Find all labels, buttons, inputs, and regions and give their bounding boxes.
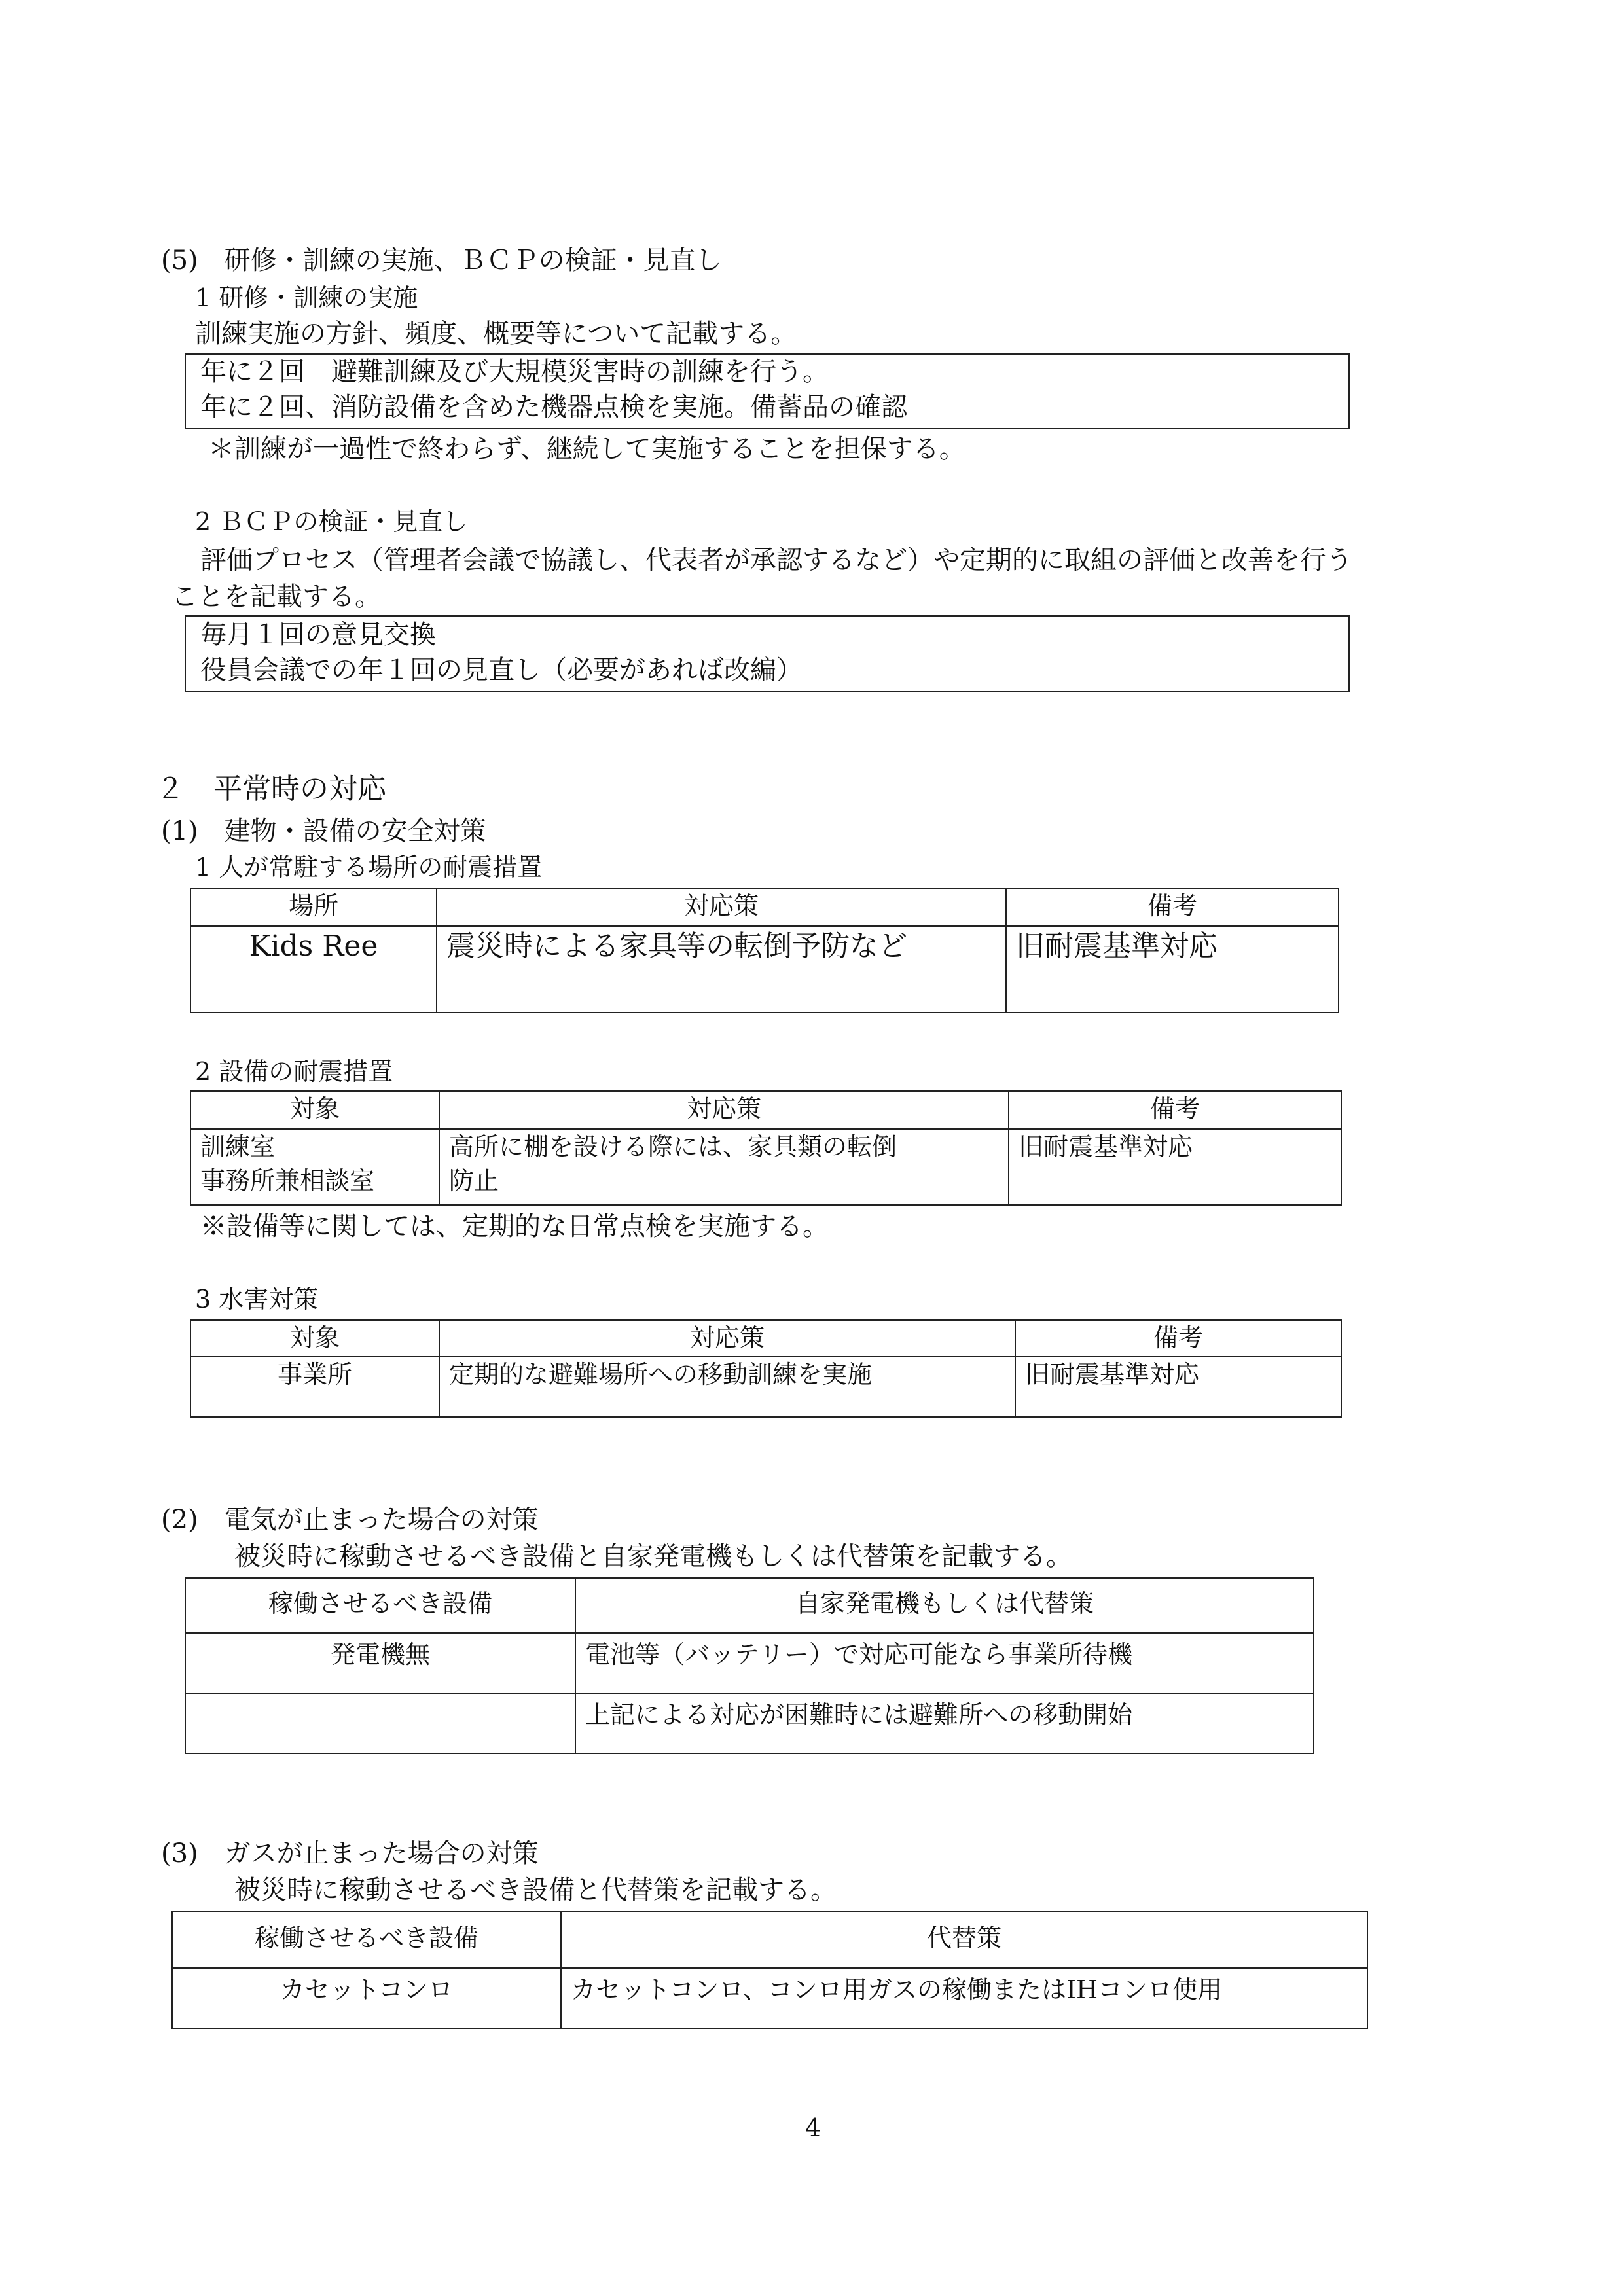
header-target: 対象: [190, 1320, 439, 1357]
cell-measure-line-1: 高所に棚を設ける際には、家具類の転倒: [449, 1132, 897, 1161]
header-location: 場所: [190, 888, 437, 926]
power-outage-description: 被災時に稼動させるべき設備と自家発電機もしくは代替策を記載する。: [234, 1541, 1072, 1571]
table-header-row: [190, 1091, 1341, 1129]
section-5-heading: (5) 研修・訓練の実施、ＢＣＰの検証・見直し: [161, 245, 722, 276]
equipment-footnote: ※設備等に関しては、定期的な日常点検を実施する。: [200, 1211, 829, 1242]
table-row: [190, 1357, 1341, 1417]
cell-remarks: 旧耐震基準対応: [1015, 1357, 1341, 1417]
gas-outage-description: 被災時に稼動させるべき設備と代替策を記載する。: [234, 1875, 837, 1905]
training-box-line-2: 年に２回、消防設備を含めた機器点検を実施。備蓄品の確認: [200, 392, 907, 422]
training-note: ＊訓練が一過性で終わらず、継続して実施することを担保する。: [208, 434, 965, 464]
table-header-row: [185, 1578, 1314, 1633]
training-subheading: 1 研修・訓練の実施: [195, 283, 418, 312]
cell-measure: 震災時による家具等の転倒予防など: [437, 926, 1006, 1013]
cell-remarks: 旧耐震基準対応: [1009, 1129, 1341, 1205]
training-description: 訓練実施の方針、頻度、概要等について記載する。: [195, 319, 797, 349]
table-row: [190, 1129, 1341, 1205]
building-safety-heading: (1) 建物・設備の安全対策: [161, 816, 486, 846]
seismic-resident-title: 1 人が常駐する場所の耐震措置: [195, 853, 543, 882]
cell-equipment: [185, 1693, 575, 1753]
table-row: [185, 1633, 1314, 1693]
header-equipment: 稼働させるべき設備: [185, 1578, 575, 1633]
table-row: [185, 1693, 1314, 1753]
cell-equipment: カセットコンロ: [172, 1968, 561, 2028]
training-box-line-1: 年に２回 避難訓練及び大規模災害時の訓練を行う。: [200, 357, 829, 387]
page-number: 4: [805, 2113, 821, 2142]
cell-measure: 定期的な避難場所への移動訓練を実施: [439, 1357, 1015, 1417]
equipment-seismic-table: [190, 1090, 1342, 1206]
table-row: [172, 1968, 1367, 2028]
header-alternative: 自家発電機もしくは代替策: [575, 1578, 1314, 1633]
bcp-review-description-line-1: 評価プロセス（管理者会議で協議し、代表者が承認するなど）や定期的に取組の評価と改善を行う: [200, 545, 1352, 575]
cell-target-line-2: 事務所兼相談室: [200, 1166, 375, 1195]
header-alternative: 代替策: [561, 1912, 1367, 1968]
table-header-row: [190, 888, 1339, 926]
table-header-row: [172, 1912, 1367, 1968]
training-box: [185, 353, 1350, 429]
table-header-row: [190, 1320, 1341, 1357]
bcp-review-description-line-2: ことを記載する。: [171, 582, 381, 612]
cell-remarks: 旧耐震基準対応: [1006, 926, 1339, 1013]
bcp-review-subheading: 2 ＢＣＰの検証・見直し: [195, 507, 468, 536]
cell-alternative: 電池等（バッテリー）で対応可能なら事業所待機: [575, 1633, 1314, 1693]
gas-outage-heading: (3) ガスが止まった場合の対策: [161, 1839, 539, 1869]
cell-alternative: 上記による対応が困難時には避難所への移動開始: [575, 1693, 1314, 1753]
cell-equipment: 発電機無: [185, 1633, 575, 1693]
header-measure: 対応策: [437, 888, 1006, 926]
cell-measure-line-2: 防止: [449, 1166, 499, 1195]
section-2-heading: ２ 平常時の対応: [156, 772, 386, 806]
cell-location: Kids Ree: [190, 926, 437, 1013]
cell-alternative: カセットコンロ、コンロ用ガスの稼働またはIHコンロ使用: [561, 1968, 1367, 2028]
bcp-review-box: [185, 615, 1350, 692]
equipment-seismic-title: 2 設備の耐震措置: [195, 1057, 393, 1086]
bcp-review-box-line-1: 毎月１回の意見交換: [200, 620, 436, 650]
flood-measures-title: 3 水害対策: [195, 1285, 319, 1314]
seismic-resident-table: [190, 888, 1339, 1013]
cell-target: 事業所: [190, 1357, 439, 1417]
header-target: 対象: [190, 1091, 439, 1129]
header-remarks: 備考: [1009, 1091, 1341, 1129]
header-remarks: 備考: [1006, 888, 1339, 926]
bcp-review-box-line-2: 役員会議での年１回の見直し（必要があれば改編）: [200, 655, 803, 685]
cell-target-line-1: 訓練室: [200, 1132, 276, 1161]
header-measure: 対応策: [439, 1320, 1015, 1357]
header-measure: 対応策: [439, 1091, 1009, 1129]
gas-outage-table: [171, 1911, 1368, 2029]
power-outage-table: [185, 1577, 1314, 1754]
table-row: [190, 926, 1339, 1013]
cell-measure: [439, 1129, 1009, 1205]
power-outage-heading: (2) 電気が止まった場合の対策: [161, 1505, 539, 1535]
header-remarks: 備考: [1015, 1320, 1341, 1357]
header-equipment: 稼働させるべき設備: [172, 1912, 561, 1968]
flood-measures-table: [190, 1319, 1342, 1418]
cell-target: [190, 1129, 439, 1205]
